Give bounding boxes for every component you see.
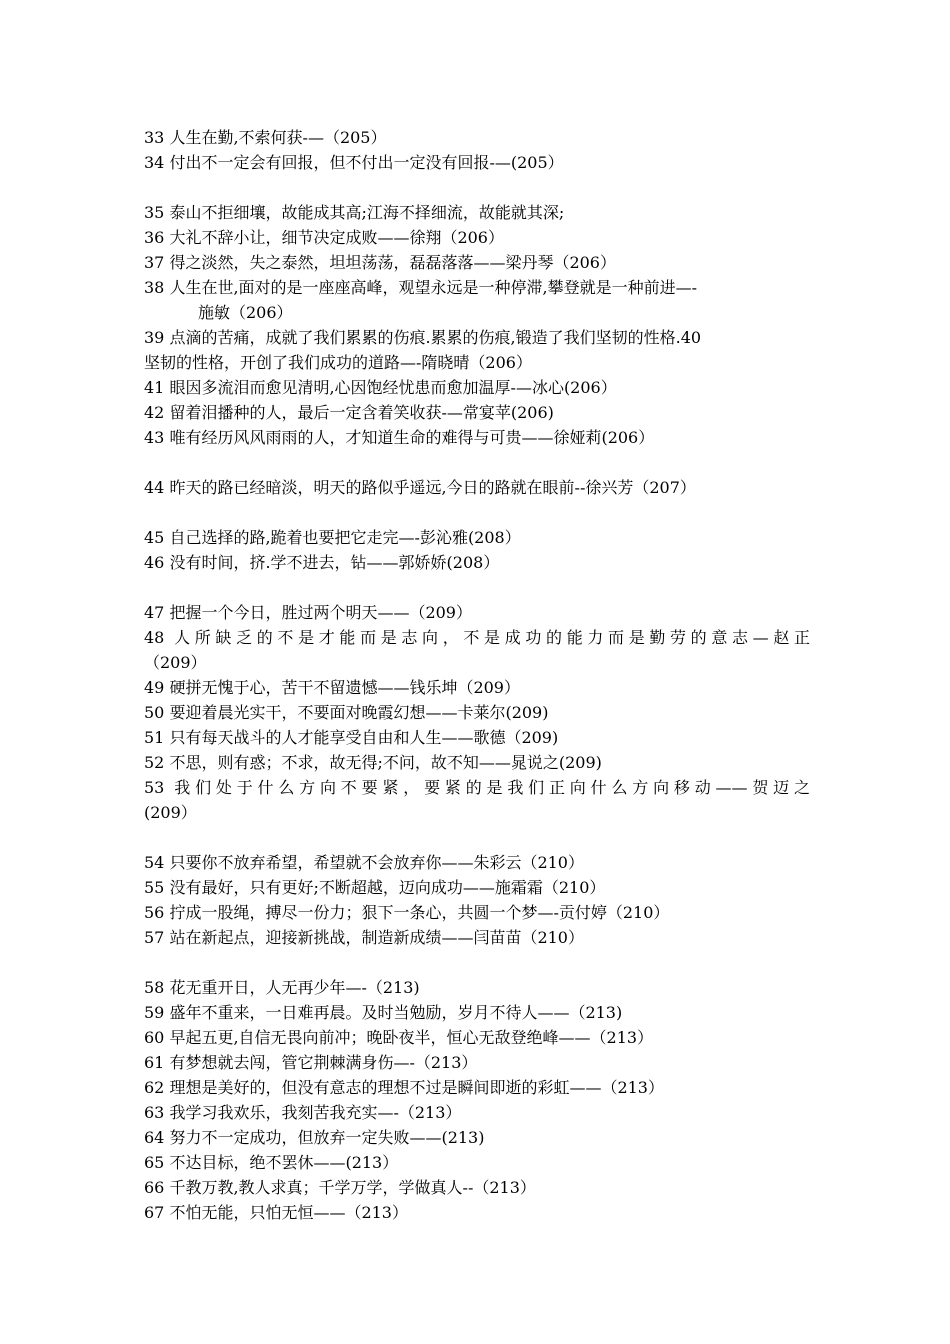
paragraph-gap	[144, 500, 810, 525]
quote-line-40: 坚韧的性格，开创了我们成功的道路—-隋晓晴（206）	[144, 353, 532, 372]
quote-line-42: 42 留着泪播种的人，最后一定含着笑收获-—常宴苹(206)	[144, 403, 554, 422]
paragraph-gap	[144, 450, 810, 475]
quote-line-46: 46 没有时间，挤.学不进去，钻——郭娇娇(208）	[144, 553, 500, 572]
quote-line-43: 43 唯有经历风风雨雨的人，才知道生命的难得与可贵——徐娅莉(206）	[144, 428, 655, 447]
quote-line-67: 67 不怕无能，只怕无恒——（213）	[144, 1203, 408, 1222]
quote-line-53-continued: (209）	[144, 803, 197, 822]
quote-line-35: 35 泰山不拒细壤，故能成其高;江海不择细流，故能就其深;	[144, 203, 565, 222]
quote-line-50: 50 要迎着晨光实干，不要面对晚霞幻想——卡莱尔(209)	[144, 703, 549, 722]
quote-line-54: 54 只要你不放弃希望，希望就不会放弃你——朱彩云（210）	[144, 853, 584, 872]
quote-line-47: 47 把握一个今日，胜过两个明天——（209）	[144, 603, 472, 622]
quote-line-45: 45 自己选择的路,跪着也要把它走完—-彭沁雅(208）	[144, 528, 521, 547]
quote-line-53: 53 我们处于什么方向不要紧，要紧的是我们正向什么方向移动——贺迈之	[144, 778, 810, 797]
paragraph-gap	[144, 575, 810, 600]
quote-line-64: 64 努力不一定成功，但放弃一定失败——(213)	[144, 1128, 485, 1147]
paragraph-gap	[144, 825, 810, 850]
quote-line-48: 48 人所缺乏的不是才能而是志向，不是成功的能力而是勤劳的意志—赵正	[144, 628, 810, 647]
quote-line-60: 60 早起五更,自信无畏向前冲；晚卧夜半，恒心无敌登绝峰——（213）	[144, 1028, 654, 1047]
quote-line-44: 44 昨天的路已经暗淡，明天的路似乎遥远,今日的路就在眼前--徐兴芳（207）	[144, 478, 696, 497]
quote-line-34: 34 付出不一定会有回报，但不付出一定没有回报-—(205）	[144, 153, 564, 172]
quote-line-37: 37 得之淡然，失之泰然，坦坦荡荡，磊磊落落——梁丹琴（206）	[144, 253, 616, 272]
paragraph-gap	[144, 950, 810, 975]
quote-line-55: 55 没有最好，只有更好;不断超越，迈向成功——施霜霜（210）	[144, 878, 606, 897]
quote-line-39: 39 点滴的苦痛，成就了我们累累的伤痕.累累的伤痕,锻造了我们坚韧的性格.40	[144, 328, 702, 347]
quote-line-41: 41 眼因多流泪而愈见清明,心因饱经忧患而愈加温厚-—冰心(206）	[144, 378, 617, 397]
paragraph-gap	[144, 175, 810, 200]
quote-line-62: 62 理想是美好的，但没有意志的理想不过是瞬间即逝的彩虹——（213）	[144, 1078, 664, 1097]
quote-line-58: 58 花无重开日，人无再少年—-（213)	[144, 978, 420, 997]
quote-line-61: 61 有梦想就去闯，管它荆棘满身伤—-（213）	[144, 1053, 478, 1072]
quote-line-52: 52 不思，则有惑；不求，故无得;不问，故不知——晁说之(209)	[144, 753, 602, 772]
quote-line-49: 49 硬拼无愧于心，苦干不留遗憾——钱乐坤（209）	[144, 678, 520, 697]
quote-line-51: 51 只有每天战斗的人才能享受自由和人生——歌德（209)	[144, 728, 559, 747]
quote-line-56: 56 拧成一股绳，搏尽一份力；狠下一条心，共圆一个梦—-贡付婷（210）	[144, 903, 670, 922]
quote-line-63: 63 我学习我欢乐，我刻苦我充实—-（213）	[144, 1103, 462, 1122]
quote-line-59: 59 盛年不重来，一日难再晨。及时当勉励，岁月不待人——（213)	[144, 1003, 623, 1022]
quote-line-48-continued: （209）	[144, 653, 207, 672]
quote-line-36: 36 大礼不辞小让，细节决定成败——徐翔（206）	[144, 228, 504, 247]
quote-line-66: 66 千教万教,教人求真；千学万学，学做真人--（213）	[144, 1178, 536, 1197]
quote-line-38-continued: 施敏（206）	[198, 303, 293, 322]
quote-line-33: 33 人生在勤,不索何获-—（205）	[144, 128, 387, 147]
quote-line-57: 57 站在新起点，迎接新挑战，制造新成绩——闫苗苗（210）	[144, 928, 584, 947]
quote-list	[144, 125, 810, 1225]
quote-line-65: 65 不达目标，绝不罢休——(213）	[144, 1153, 399, 1172]
quote-line-38: 38 人生在世,面对的是一座座高峰，观望永远是一种停滞,攀登就是一种前进—-	[144, 278, 698, 297]
